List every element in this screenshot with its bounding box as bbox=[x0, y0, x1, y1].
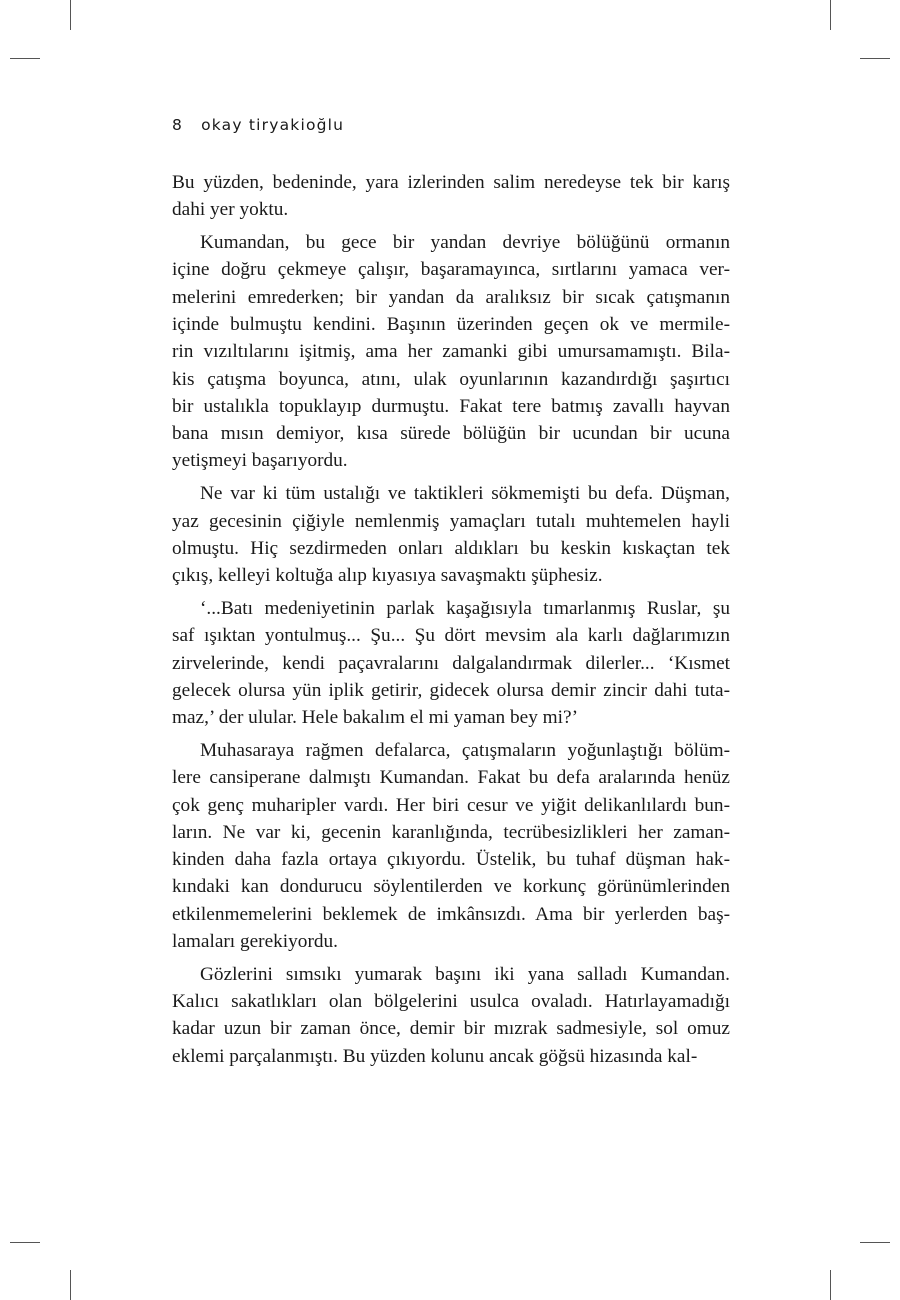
text-line: dahi yer yoktu. bbox=[172, 199, 289, 221]
crop-mark bbox=[860, 58, 890, 59]
text-line: yetişmeyi başarıyordu. bbox=[172, 450, 348, 472]
text-line: gelecek olursa yün iplik getirir, gidecek olursa demir zincir dahi tuta- bbox=[172, 679, 730, 701]
text-line: kındaki kan dondurucu söylentilerden ve korkunç görünümlerinden bbox=[172, 876, 730, 898]
text-line: bana mısın demiyor, kısa sürede bölüğün bir ucundan bir ucuna bbox=[172, 423, 730, 445]
paragraph bbox=[172, 961, 730, 1070]
text-line: yaz gecesinin çiğiyle nemlenmiş yamaçları tutalı muhtemelen hayli bbox=[172, 510, 730, 532]
text-line: lamaları gerekiyordu. bbox=[172, 931, 338, 953]
paragraph bbox=[172, 737, 730, 955]
text-line: lere cansiperane dalmıştı Kumandan. Fakat bu defa aralarında henüz bbox=[172, 767, 730, 789]
paragraph bbox=[172, 229, 730, 475]
text-line: Muhasaraya rağmen defalarca, çatışmaların yoğunlaştığı bölüm- bbox=[200, 739, 730, 761]
text-line: çok genç muharipler vardı. Her biri cesur ve yiğit delikanlılardı bun- bbox=[172, 794, 730, 816]
running-head bbox=[172, 116, 344, 134]
text-line: etkilenmemelerini beklemek de imkânsızdı. Ama bir yerlerden baş- bbox=[172, 903, 730, 925]
text-line: zirvelerinde, kendi paçavralarını dalgalandırmak dilerler... ‘Kısmet bbox=[172, 652, 730, 674]
author-name: okay tiryakioğlu bbox=[201, 116, 345, 134]
text-line: kinden daha fazla ortaya çıkıyordu. Üstelik, bu tuhaf düşman hak- bbox=[172, 849, 730, 871]
crop-mark bbox=[830, 1270, 831, 1300]
page-number: 8 bbox=[172, 116, 184, 134]
text-line: Kumandan, bu gece bir yandan devriye bölüğünü ormanın bbox=[200, 232, 730, 254]
body-text bbox=[172, 169, 730, 1070]
crop-mark bbox=[830, 0, 831, 30]
crop-mark bbox=[70, 0, 71, 30]
text-line: Ne var ki tüm ustalığı ve taktikleri sökmemişti bu defa. Düşman, bbox=[200, 483, 730, 505]
crop-mark bbox=[10, 1242, 40, 1243]
paragraph bbox=[172, 480, 730, 589]
text-line: ların. Ne var ki, gecenin karanlığında, tecrübesizlikleri her zaman- bbox=[172, 821, 730, 843]
text-line: Gözlerini sımsıkı yumarak başını iki yana salladı Kumandan. bbox=[200, 963, 730, 985]
text-line: melerini emrederken; bir yandan da aralıksız bir sıcak çatışmanın bbox=[172, 286, 730, 308]
text-line: içine doğru çekmeye çalışır, başaramayınca, sırtlarını yamaca ver- bbox=[172, 259, 730, 281]
crop-mark bbox=[860, 1242, 890, 1243]
text-line: bir ustalıkla topuklayıp durmuştu. Fakat tere batmış zavallı hayvan bbox=[172, 395, 730, 417]
paragraph bbox=[172, 169, 730, 224]
text-line: Kalıcı sakatlıkları olan bölgelerini usulca ovaladı. Hatırlayamadığı bbox=[172, 991, 730, 1013]
text-line: kadar uzun bir zaman önce, demir bir mızrak sadmesiyle, sol omuz bbox=[172, 1018, 730, 1040]
text-line: içinde bulmuştu kendini. Başının üzerinden geçen ok ve mermile- bbox=[172, 313, 730, 335]
paragraph bbox=[172, 595, 730, 731]
crop-mark bbox=[70, 1270, 71, 1300]
crop-mark bbox=[10, 58, 40, 59]
text-line: kis çatışma boyunca, atını, ulak oyunlarının kazandırdığı şaşırtıcı bbox=[172, 368, 730, 390]
text-line: rin vızıltılarını işitmiş, ama her zamanki gibi umursamamıştı. Bila- bbox=[172, 341, 730, 363]
text-line: ‘...Batı medeniyetinin parlak kaşağısıyla tımarlanmış Ruslar, şu bbox=[200, 597, 730, 619]
text-line: maz,’ der ulular. Hele bakalım el mi yaman bey mi?’ bbox=[172, 707, 578, 729]
text-line: saf ışıktan yontulmuş... Şu... Şu dört mevsim ala karlı dağlarımızın bbox=[172, 625, 730, 647]
text-line: Bu yüzden, bedeninde, yara izlerinden salim neredeyse tek bir karış bbox=[172, 172, 730, 193]
text-line: olmuştu. Hiç sezdirmeden onları aldıkları bu keskin kıskaçtan tek bbox=[172, 537, 730, 559]
text-line: çıkış, kelleyi koltuğa alıp kıyasıya savaşmaktı şüphesiz. bbox=[172, 565, 603, 587]
text-line: eklemi parçalanmıştı. Bu yüzden kolunu ancak göğsü hizasında kal- bbox=[172, 1045, 698, 1067]
